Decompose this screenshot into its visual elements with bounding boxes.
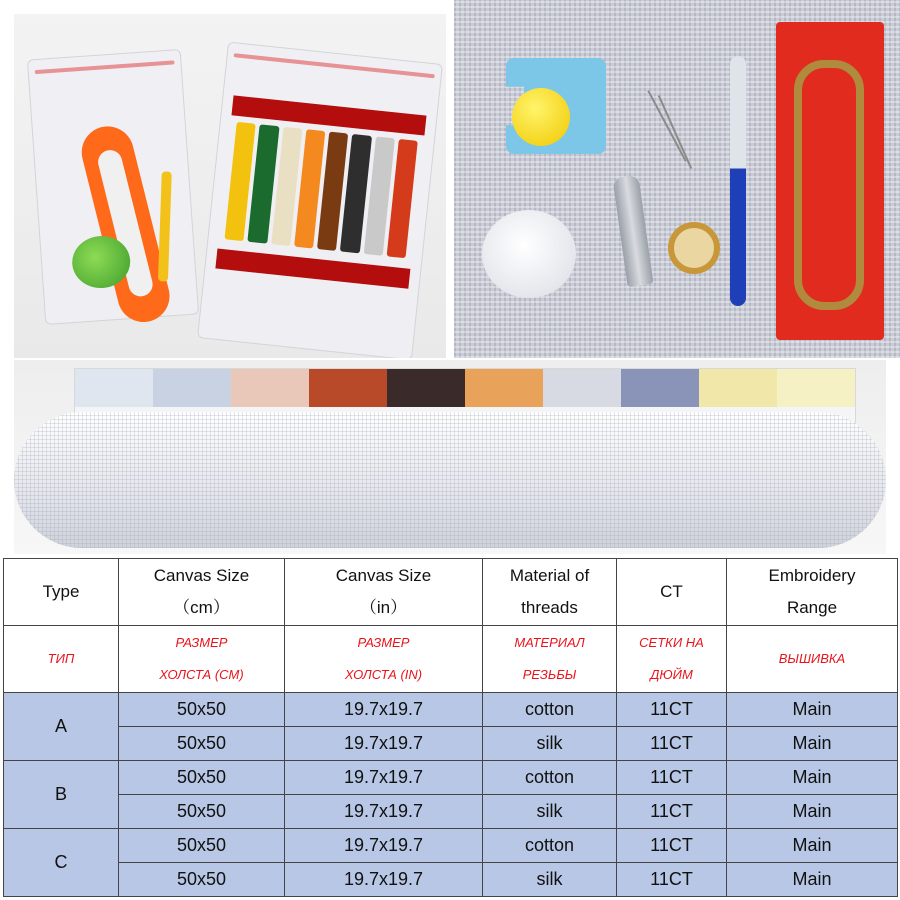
header-type: Type — [4, 559, 119, 626]
header-row — [4, 559, 898, 626]
table-row — [4, 795, 898, 829]
canvas-cm-cell: 50x50 — [119, 693, 285, 727]
header-ru-ct: СЕТКИ НА ДЮЙМ — [617, 626, 727, 693]
cotton-ball-image — [482, 210, 576, 298]
table-row — [4, 863, 898, 897]
bag-zip — [234, 53, 435, 78]
material-cell: silk — [483, 863, 617, 897]
header-material: Material of threads — [483, 559, 617, 626]
range-cell: Main — [727, 761, 898, 795]
header-ct: CT — [617, 559, 727, 626]
material-cell: silk — [483, 727, 617, 761]
material-cell: cotton — [483, 829, 617, 863]
material-cell: cotton — [483, 693, 617, 727]
needle-image — [647, 90, 686, 162]
canvas-in-cell: 19.7x19.7 — [285, 727, 483, 761]
needle-threader-image — [158, 171, 172, 281]
table-row — [4, 761, 898, 795]
header-ru-canvas-in: РАЗМЕР ХОЛСТА (IN) — [285, 626, 483, 693]
canvas-in-cell: 19.7x19.7 — [285, 693, 483, 727]
seam-ripper-image — [730, 56, 746, 306]
header-ru-material: МАТЕРИАЛ РЕЗЬБЫ — [483, 626, 617, 693]
yellow-pompom-image — [512, 88, 570, 146]
thread-skeins — [224, 122, 417, 258]
type-cell: B — [4, 761, 119, 829]
range-cell: Main — [727, 693, 898, 727]
material-cell: cotton — [483, 761, 617, 795]
range-cell: Main — [727, 829, 898, 863]
canvas-in-cell: 19.7x19.7 — [285, 761, 483, 795]
ct-cell: 11CT — [617, 761, 727, 795]
canvas-in-cell: 19.7x19.7 — [285, 795, 483, 829]
ct-cell: 11CT — [617, 829, 727, 863]
type-cell: A — [4, 693, 119, 761]
range-cell: Main — [727, 727, 898, 761]
canvas-in-cell: 19.7x19.7 — [285, 829, 483, 863]
bag-zip — [35, 60, 175, 74]
tools-bag — [27, 49, 199, 325]
material-cell: silk — [483, 795, 617, 829]
gold-scissors-image — [794, 60, 864, 310]
type-cell: C — [4, 829, 119, 897]
header-row-russian — [4, 626, 898, 693]
header-ru-type: ТИП — [4, 626, 119, 693]
needle-image — [658, 95, 692, 169]
rolled-canvas-photo — [14, 360, 886, 554]
kit-bags-photo — [14, 14, 446, 358]
canvas-cm-cell: 50x50 — [119, 727, 285, 761]
spec-table — [3, 558, 898, 897]
ct-cell: 11CT — [617, 727, 727, 761]
canvas-cm-cell: 50x50 — [119, 863, 285, 897]
ct-cell: 11CT — [617, 693, 727, 727]
canvas-roll — [14, 412, 886, 548]
canvas-in-cell: 19.7x19.7 — [285, 863, 483, 897]
metal-threader-image — [612, 175, 653, 288]
header-ru-embroidery: ВЫШИВКА — [727, 626, 898, 693]
header-canvas-size-cm: Canvas Size （cm） — [119, 559, 285, 626]
threads-bag — [197, 42, 443, 358]
table-row — [4, 727, 898, 761]
range-cell: Main — [727, 795, 898, 829]
header-ru-canvas-cm: РАЗМЕР ХОЛСТА (CM) — [119, 626, 285, 693]
ct-cell: 11CT — [617, 795, 727, 829]
kit-tools-photo — [454, 0, 900, 358]
header-embroidery-range: Embroidery Range — [727, 559, 898, 626]
header-canvas-size-in: Canvas Size （in） — [285, 559, 483, 626]
canvas-cm-cell: 50x50 — [119, 829, 285, 863]
thimble-image — [668, 222, 720, 274]
canvas-cm-cell: 50x50 — [119, 795, 285, 829]
printed-pattern-strip — [75, 369, 855, 407]
ct-cell: 11CT — [617, 863, 727, 897]
canvas-cm-cell: 50x50 — [119, 761, 285, 795]
range-cell: Main — [727, 863, 898, 897]
table-row — [4, 693, 898, 727]
table-row — [4, 829, 898, 863]
